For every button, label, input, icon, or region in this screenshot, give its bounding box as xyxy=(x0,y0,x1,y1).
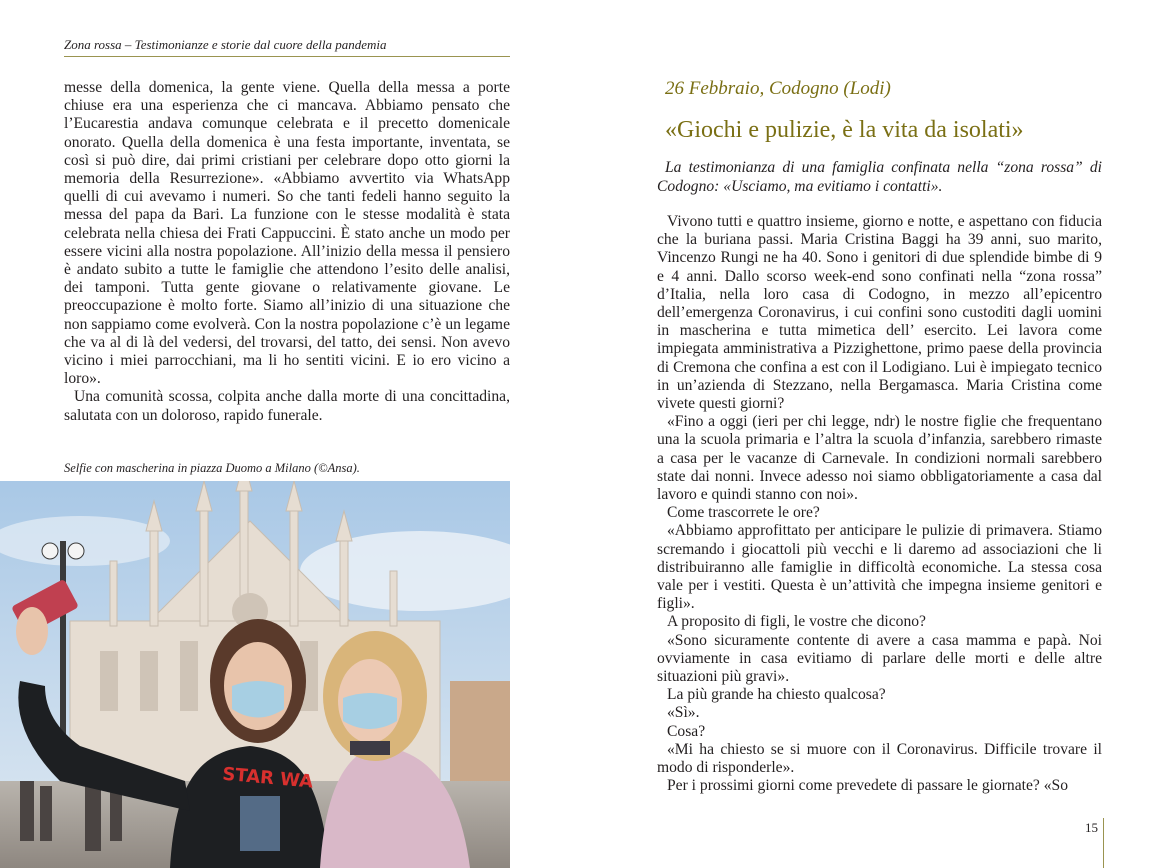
body-paragraph: Per i prossimi giorni come prevedete di passare le giornate? «So xyxy=(667,777,1068,795)
article-headline: «Giochi e pulizie, è la vita da isolati» xyxy=(665,117,1024,143)
body-paragraph: «Fino a oggi (ieri per chi legge, ndr) le nostre figlie che frequentano una la scuola primaria e l’altra la scuola d’infanzia, sarebbero rimaste a casa per le vacanze di Carnevale. In condizioni normali sarebbero state dai nonni. Invece adesso noi siamo obbligatoriamente a casa dal lavoro e quindi stanno con noi». xyxy=(657,413,1102,504)
running-head: Zona rossa – Testimonianze e storie dal cuore della pandemia xyxy=(64,37,387,52)
body-paragraph: A proposito di figli, le vostre che dicono? xyxy=(667,613,926,631)
lede-text: La testimonianza di una famiglia confinata nella “zona rossa” di Codogno: «Usciamo, ma evitiamo i contatti». xyxy=(657,159,1102,195)
page-number: 15 xyxy=(1085,820,1098,835)
right-page xyxy=(583,0,1166,868)
body-paragraph: «Abbiamo approfittato per anticipare le pulizie di primavera. Stiamo scremando i giocattoli più vecchi e li daremo ad associazioni che li distribuiranno alle famiglie in difficoltà economiche. La stessa cosa vale per i vestiti. Questa è un’attività che impegna insieme genitori e figli». xyxy=(657,522,1102,613)
body-paragraph: Come trascorrete le ore? xyxy=(667,504,820,522)
margin-rule xyxy=(1103,818,1104,868)
running-head-rule xyxy=(64,56,510,57)
photo-caption: Selfie con mascherina in piazza Duomo a Milano (©Ansa). xyxy=(64,461,360,475)
left-body-text xyxy=(64,79,510,425)
body-paragraph: La più grande ha chiesto qualcosa? xyxy=(667,686,886,704)
shirt-print: STAR WA xyxy=(221,763,314,793)
article-dateline: 26 Febbraio, Codogno (Lodi) xyxy=(665,78,891,99)
body-paragraph: «Mi ha chiesto se si muore con il Coronavirus. Difficile trovare il modo di risponderle». xyxy=(657,740,1102,777)
body-paragraph: Vivono tutti e quattro insieme, giorno e notte, e aspettano con fiducia che la buriana passi. Maria Cristina Baggi ha 39 anni, suo marito, Vincenzo Rungi ne ha 40. Sono i genitori di due splendide bimbe di 9 e 4 anni. Dallo scorso week-end sono confinati nella “zona rossa” d’Italia, nella loro casa di Codogno, in mezzo all’epicentro dell’emergenza Coronavirus, i cui confini sono custoditi dagli uomini in mascherina e tutta mimetica dell’ esercito. Lei lavora come impiegata amministrativa a Pizzighettone, primo paese della provincia di Cremona che confina a est con il Lodigiano. Lui è impiegato tecnico in un’azienda di Stezzano, nella Bergamasca. Maria Cristina come vivete questi giorni? xyxy=(657,213,1102,413)
body-paragraph: Cosa? xyxy=(667,722,706,740)
selfie-photo xyxy=(0,481,510,868)
article-lede xyxy=(657,158,1102,196)
body-paragraph: «Sì». xyxy=(667,704,700,722)
body-paragraph: messe della domenica, la gente viene. Quella della messa a porte chiuse era una esperienza che ci mancava. Abbiamo pensato che l’Eucarestia andava comunque celebrata e il precetto domenicale onorato. Quella della domenica è una festa importante, inventata, se così si può dire, dai primi cristiani per celebrare dopo otto giorni la memoria della Resurrezione». «Abbiamo avvertito via WhatsApp quelli di cui avevamo i numeri. So che tanti fedeli hanno seguito la messa del papa da Bari. La funzione con le stesse modalità è stata celebrata nella chiesa dei Frati Cappuccini. È stato anche un modo per essere vicini alla nostra popolazione. All’inizio della messa il pensiero è andato subito a tutte le famiglie che attendono l’esito delle analisi, dei tamponi. Tutta gente giovane o relativamente giovane. Le preoccupazione è molto forte. Siamo all’inizio di una situazione che non sappiamo come evolverà. Con la nostra popolazione c’è un legame che va al di là del vedersi, del trovarsi, del tatto, dei sensi. Non avevo vicino i miei parrocchiani, ma li ho sentiti vicini. E io ero vicino a loro». xyxy=(64,79,510,388)
right-body-text xyxy=(657,213,1102,796)
body-paragraph: «Sono sicuramente contente di avere a casa mamma e papà. Noi ovviamente in casa evitiamo di parlare delle morti e delle altre situazioni più gravi». xyxy=(657,631,1102,686)
body-paragraph: Una comunità scossa, colpita anche dalla morte di una concittadina, salutata con un doloroso, rapido funerale. xyxy=(64,388,510,424)
